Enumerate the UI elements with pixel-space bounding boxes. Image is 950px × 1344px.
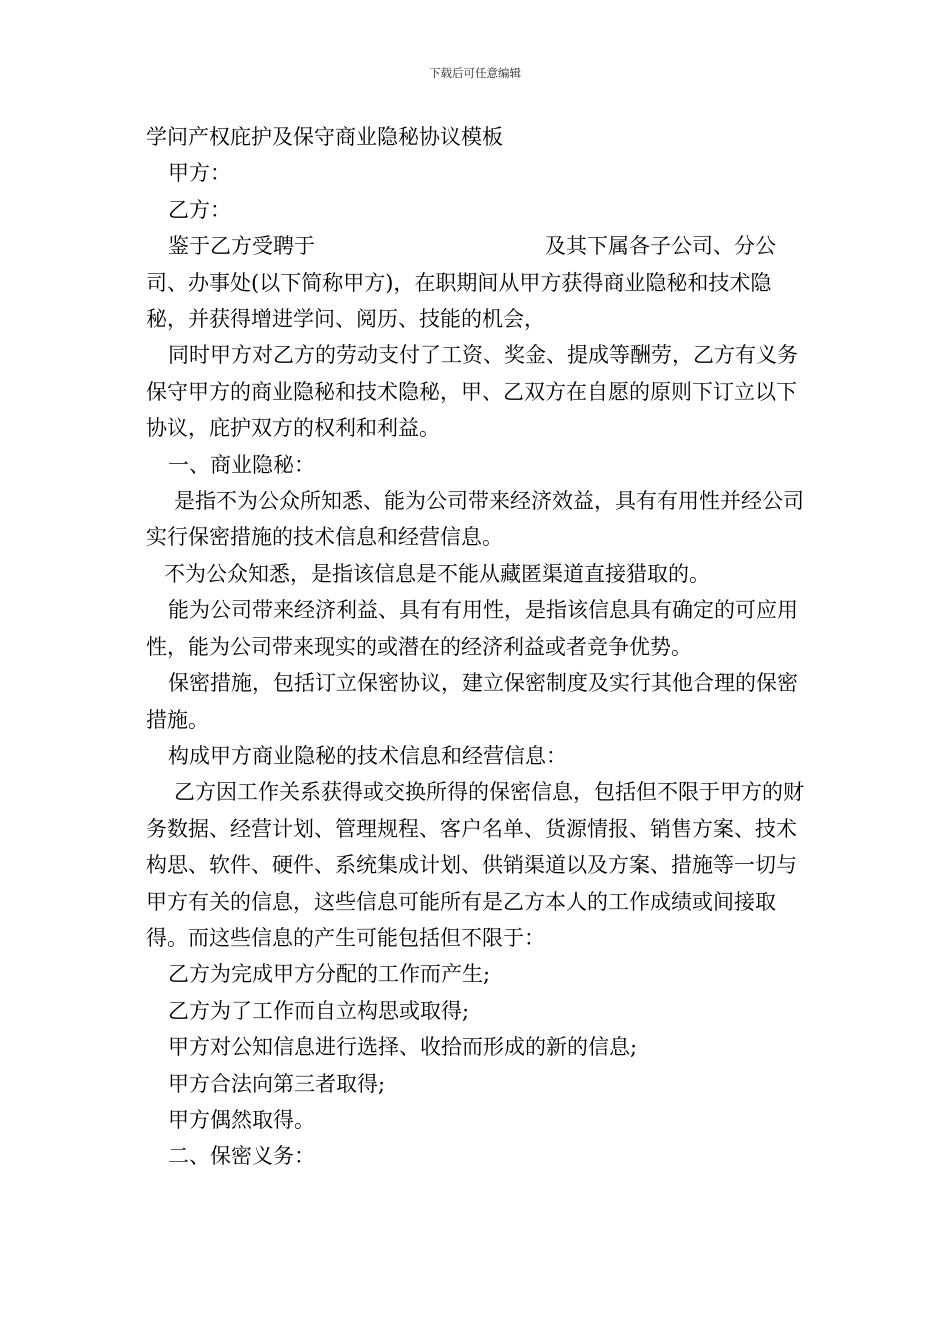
document-title: 学问产权庇护及保守商业隐秘协议模板 [146,125,503,149]
whereas-before-blank: 鉴于乙方受聘于 [168,234,315,259]
trade-secret-definition: 是指不为公众所知悉、能为公司带来经济效益，具有有用性并经公司实行保密措施的技术信息和经营信息。 [146,489,804,550]
party-a-label: 甲方： [168,161,231,186]
list-item: 乙方为了工作而自立构思或取得; [168,998,470,1023]
list-item: 乙方为完成甲方分配的工作而产生; [168,962,491,987]
confidentiality-measures-definition: 保密措施，包括订立保密协议，建立保密制度及实行其他合理的保密措施。 [146,671,798,732]
section-2-heading: 二、保密义务： [168,1144,315,1169]
confidential-info-paragraph: 乙方因工作关系获得或交换所得的保密信息，包括但不限于甲方的财务数据、经营计划、管理规程、客户名单、货源情报、销售方案、技术构思、软件、硬件、系统集成计划、供销渠道以及方案、措施等一切与甲方有关的信息，这些信息可能所有是乙方本人的工作成绩或间接取得。而这些信息的产生可能包括但不限于： [146,780,804,950]
list-item: 甲方合法向第三者取得; [168,1071,386,1096]
economic-benefit-definition: 能为公司带来经济利益、具有有用性，是指该信息具有确定的可应用性，能为公司带来现实的或潜在的经济利益或者竞争优势。 [146,598,798,659]
not-public-definition: 不为公众知悉，是指该信息是不能从藏匿渠道直接猎取的。 [164,561,710,586]
whereas-paragraph [146,228,810,337]
list-item: 甲方对公知信息进行选择、收拾而形成的新的信息; [168,1035,638,1060]
whereas-after-blank: 及其下属各子公司、分公司、办事处(以下简称甲方)，在职期间从甲方获得商业隐秘和技术隐秘，并获得增进学问、阅历、技能的机会， [146,234,776,332]
party-b-label: 乙方： [168,197,231,222]
document-body [146,119,810,1175]
list-item: 甲方偶然取得。 [168,1107,315,1132]
section-1-heading: 一、商业隐秘： [168,452,315,477]
page-header: 下载后可任意编辑 [429,66,521,80]
secret-composition-heading: 构成甲方商业隐秘的技术信息和经营信息： [168,743,567,768]
remuneration-paragraph: 同时甲方对乙方的劳动支付了工资、奖金、提成等酬劳，乙方有义务保守甲方的商业隐秘和技术隐秘，甲、乙双方在自愿的原则下订立以下协议，庇护双方的权利和利益。 [146,343,798,441]
